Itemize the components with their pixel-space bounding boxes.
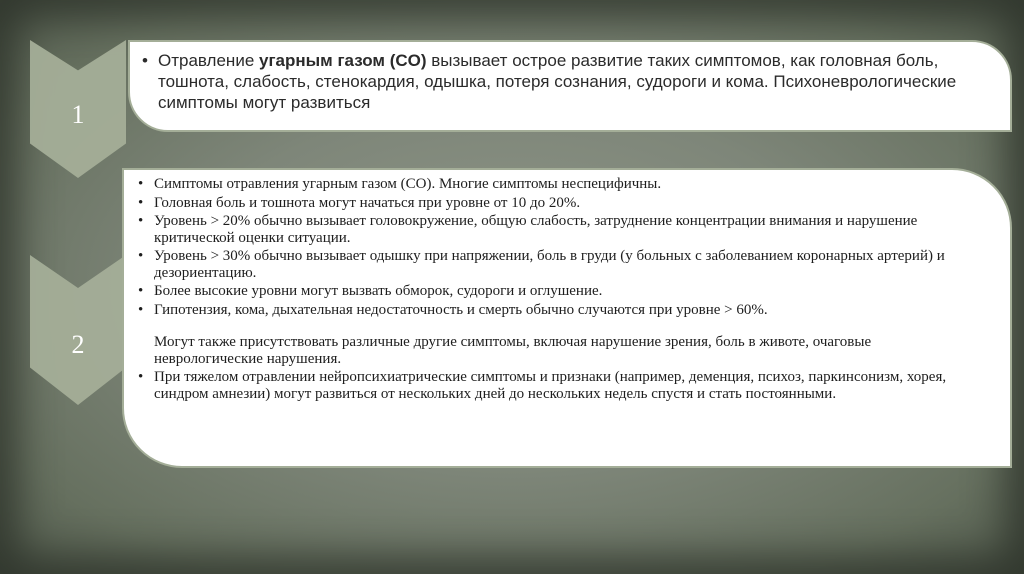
step-1-text-bold: угарным газом (CO) bbox=[259, 51, 427, 70]
step-2-item bbox=[138, 213, 982, 246]
step-2-item bbox=[138, 195, 982, 212]
step-2-text-box bbox=[122, 168, 1012, 468]
bullet-icon: • bbox=[138, 213, 144, 229]
step-2-number: 2 bbox=[71, 330, 85, 359]
bullet-icon: • bbox=[138, 176, 144, 192]
step-2-item-text: Симптомы отравления угарным газом (CO). Многие симптомы неспецифичны. bbox=[154, 176, 662, 192]
step-1-number: 1 bbox=[71, 100, 85, 129]
bullet-icon: • bbox=[138, 369, 144, 385]
step-2-item-text: Головная боль и тошнота могут начаться при уровне от 10 до 20%. bbox=[154, 194, 581, 211]
step-1-text-post: вызывает острое развитие таких симптомов, как головная боль, тошнота, слабость, стенокардия, одышка, потеря сознания, судороги и кома. Психоневрологические симптомы могут развиться bbox=[158, 51, 957, 112]
step-2-paragraph bbox=[138, 334, 982, 367]
step-2-item bbox=[138, 176, 982, 193]
step-2-item bbox=[138, 302, 982, 319]
bullet-icon: • bbox=[138, 283, 144, 299]
bullet-icon: • bbox=[142, 51, 148, 70]
step-2-item-text: Более высокие уровни могут вызвать обморок, судороги и оглушение. bbox=[154, 283, 603, 299]
step-2-item-text: Гипотензия, кома, дыхательная недостаточность и смерть обычно случаются при уровне > 60%. bbox=[154, 301, 768, 318]
step-1-text-pre: Отравление bbox=[158, 51, 259, 70]
step-2-item-text: Уровень > 30% обычно вызывает одышку при напряжении, боль в груди (у больных с заболеванием коронарных артерий) и дезориентацию. bbox=[154, 248, 945, 281]
step-1-list bbox=[142, 50, 976, 113]
step-1-text-box bbox=[128, 40, 1012, 132]
step-2-item bbox=[138, 369, 982, 402]
bullet-icon: • bbox=[138, 301, 144, 318]
step-2-list bbox=[138, 176, 982, 404]
step-2-item-text: Уровень > 20% обычно вызывает головокружение, общую слабость, затруднение концентрации внимания и нарушение критической оценки ситуации. bbox=[154, 213, 918, 246]
step-2-paragraph-text: Могут также присутствовать различные другие симптомы, включая нарушение зрения, боль в животе, очаговые неврологические нарушения. bbox=[154, 334, 872, 367]
bullet-icon: • bbox=[138, 194, 144, 211]
step-2-item-text: При тяжелом отравлении нейропсихиатрические симптомы и признаки (например, деменция, психоз, паркинсонизм, хорея, синдром амнезии) могут развиться от нескольких дней до нескольких недель спустя и стать постоянными. bbox=[154, 369, 947, 402]
step-2-item bbox=[138, 283, 982, 300]
step-2-item bbox=[138, 248, 982, 281]
bullet-icon: • bbox=[138, 248, 144, 264]
step-1-item bbox=[142, 50, 976, 113]
